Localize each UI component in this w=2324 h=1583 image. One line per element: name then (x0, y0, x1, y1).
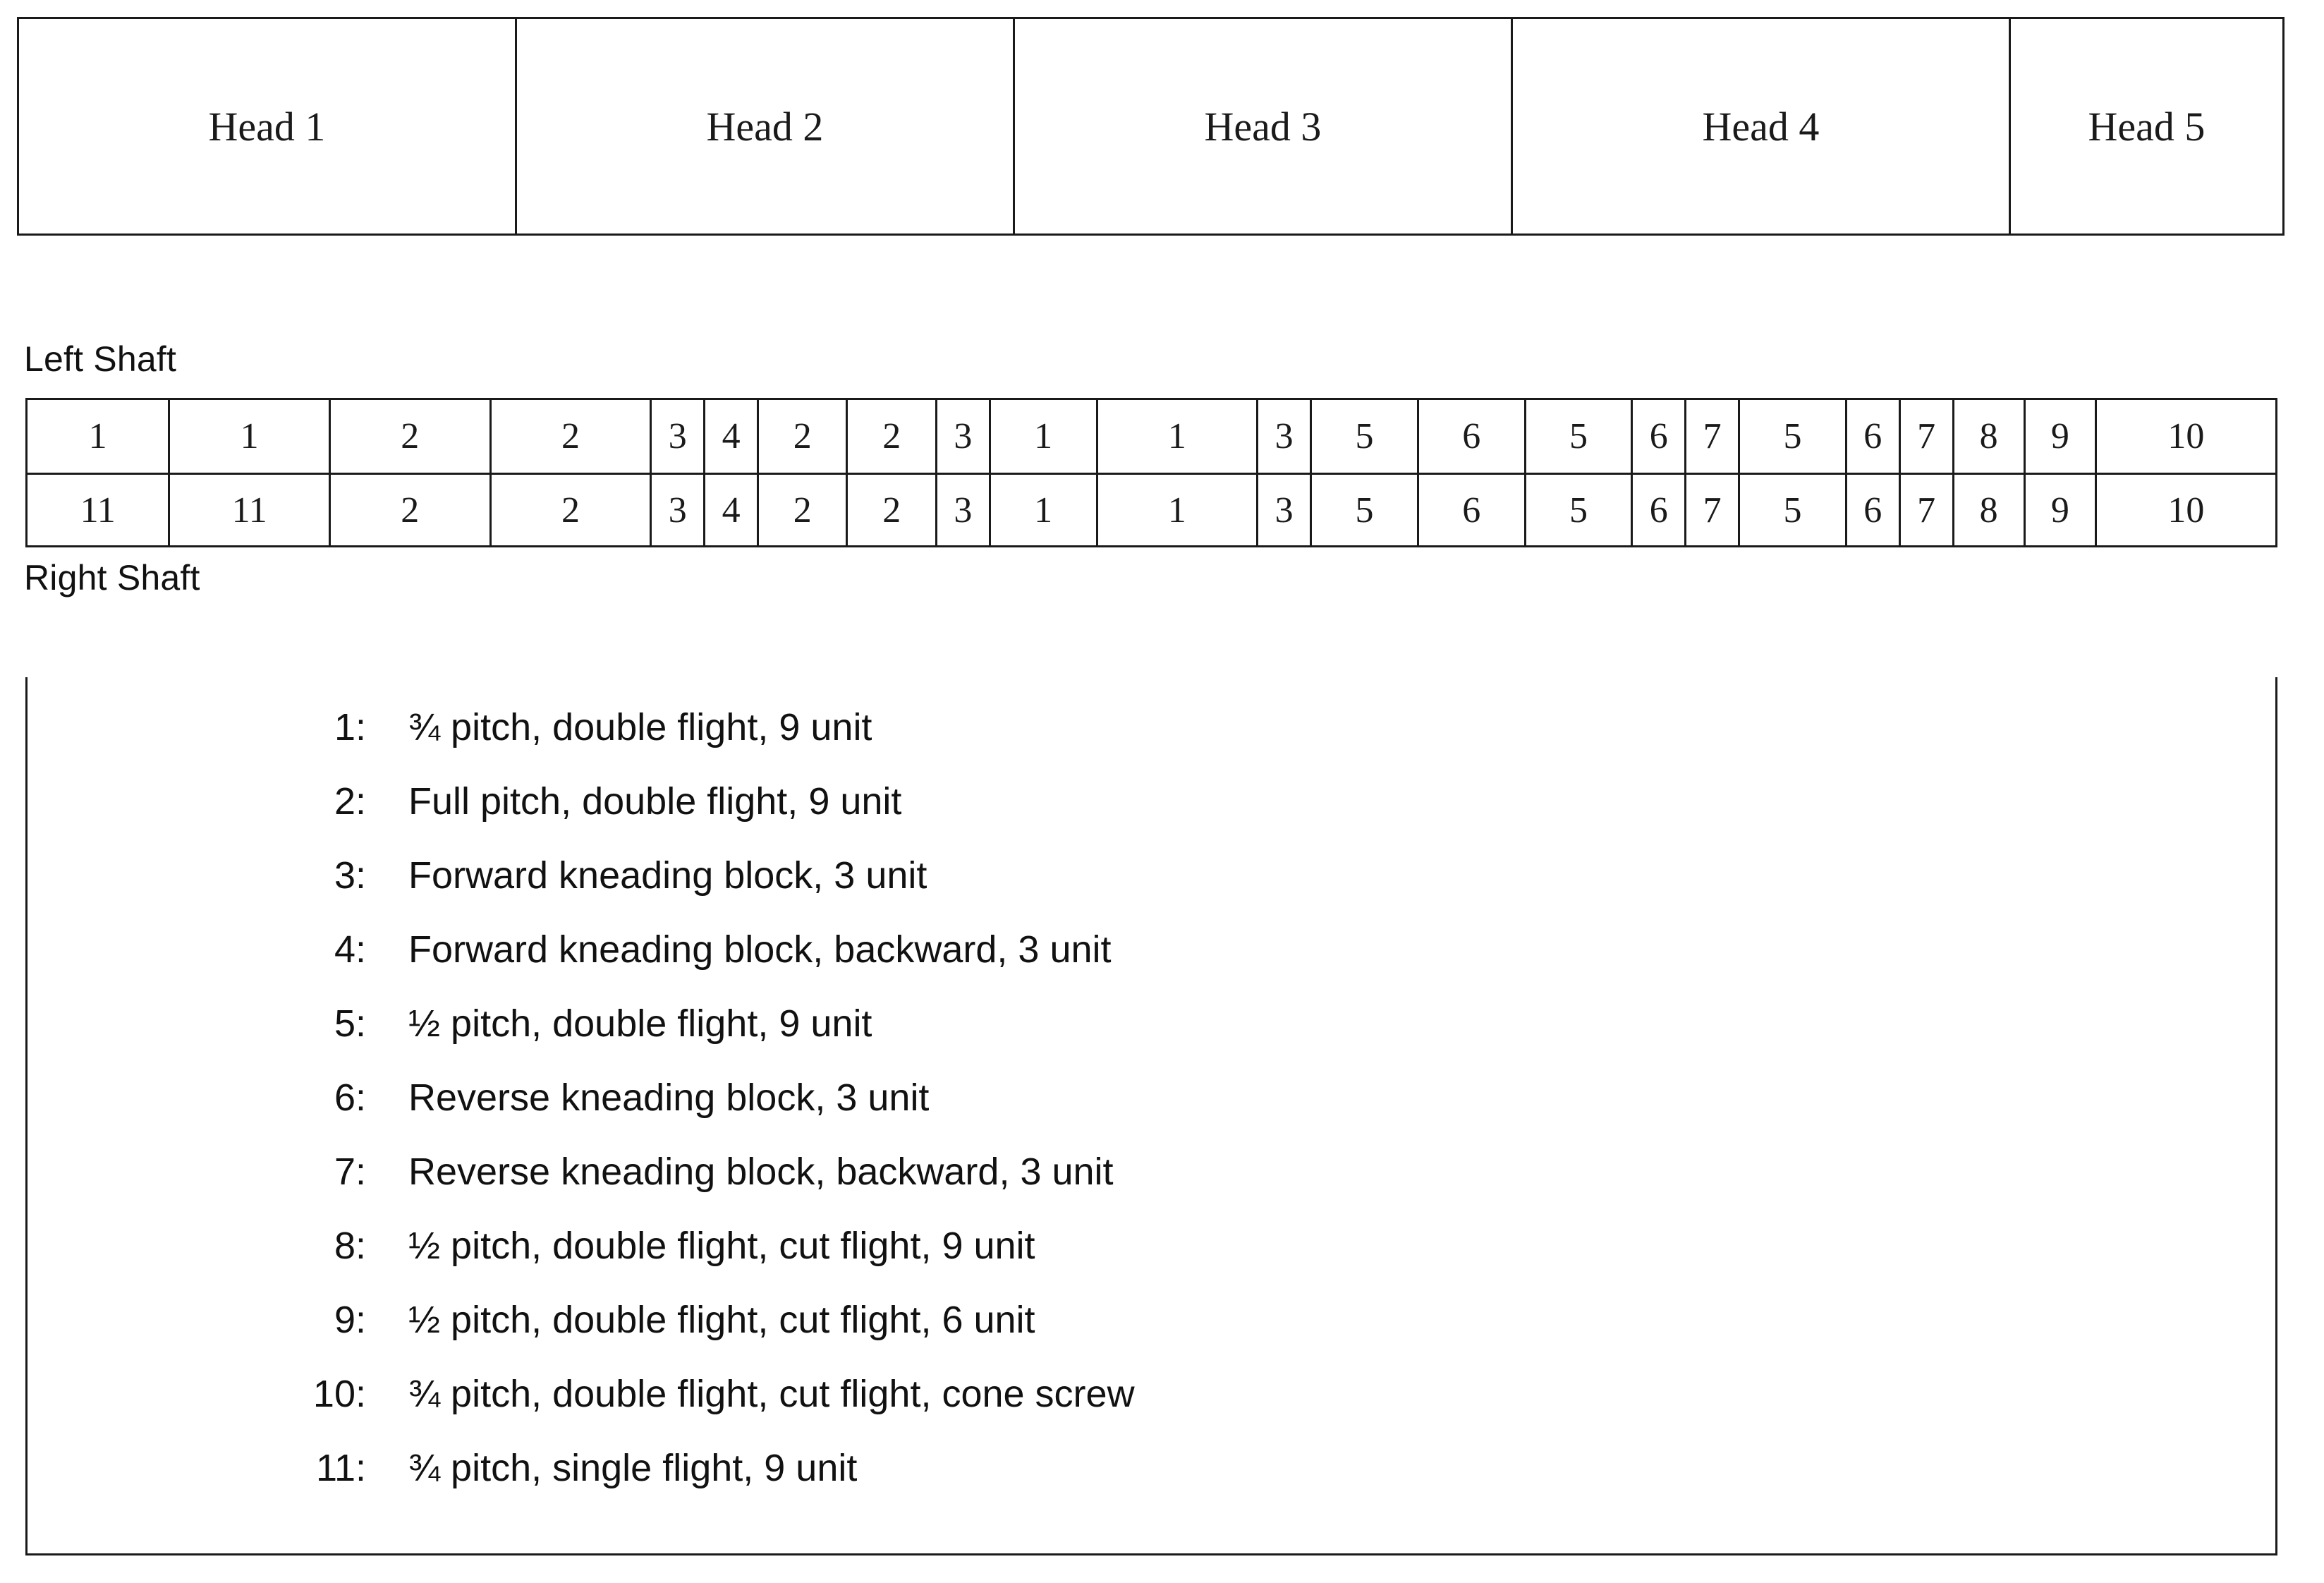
legend-item-number: 10: (312, 1373, 366, 1415)
shaft-segment: 3 (652, 475, 705, 545)
shaft-segment: 6 (1847, 475, 1901, 545)
legend-item-text: Forward kneading block, backward, 3 unit (408, 928, 1112, 971)
shaft-segment: 7 (1686, 475, 1740, 545)
shaft-segment: 7 (1686, 400, 1740, 473)
shaft-segment: 10 (2167, 416, 2205, 456)
legend-item-text: ¾ pitch, double flight, 9 unit (408, 706, 872, 748)
shaft-segment: 3 (1258, 475, 1312, 545)
legend-item-number: 6: (334, 1076, 366, 1119)
legend-item-text: ½ pitch, double flight, cut flight, 9 unit (408, 1225, 1035, 1267)
legend-box (25, 677, 2277, 1555)
shaft-segment: 1 (28, 400, 170, 473)
legend-item-text: ½ pitch, double flight, 9 unit (408, 1002, 872, 1045)
legend-item-text: Full pitch, double flight, 9 unit (408, 780, 902, 823)
left-shaft-screw-configuration (25, 398, 2277, 473)
shaft-segment: 2 (848, 475, 937, 545)
head-cell: Head 3 (1015, 19, 1513, 233)
shaft-segment: 11 (28, 475, 170, 545)
head-cell: Head 4 (1513, 19, 2011, 233)
shaft-segment: 5 (1312, 475, 1419, 545)
shaft-segment: 1 (1098, 475, 1259, 545)
shaft-segment: 1 (991, 400, 1098, 473)
legend-item (260, 1298, 2165, 1372)
legend-item-number: 8: (334, 1225, 366, 1267)
legend-item (260, 854, 2165, 928)
legend-item-text: ½ pitch, double flight, cut flight, 6 unit (408, 1299, 1035, 1341)
legend-item-number: 2: (334, 780, 366, 823)
shaft-segment: 5 (1526, 400, 1634, 473)
shaft-segment: 7 (1901, 400, 1954, 473)
legend-item (260, 928, 2165, 1002)
legend-item-number: 9: (334, 1299, 366, 1341)
legend-item-text: ¾ pitch, double flight, cut flight, cone screw (408, 1373, 1135, 1415)
legend-item-text: Reverse kneading block, 3 unit (408, 1076, 930, 1119)
legend-item-number: 1: (334, 706, 366, 748)
legend-item-number: 7: (334, 1151, 366, 1193)
shaft-segment: 2 (331, 400, 492, 473)
head-cell: Head 2 (517, 19, 1015, 233)
legend-item-text: Reverse kneading block, backward, 3 unit (408, 1151, 1114, 1193)
legend-item (260, 1150, 2165, 1224)
shaft-segment: 2 (759, 400, 848, 473)
shaft-segment: 2 (848, 400, 937, 473)
legend-item-text: Forward kneading block, 3 unit (408, 854, 927, 897)
shaft-segment: 6 (1419, 400, 1526, 473)
shaft-segment: 9 (2026, 400, 2097, 473)
shaft-segment: 5 (1312, 400, 1419, 473)
shaft-segment: 9 (2026, 475, 2097, 545)
right-shaft-label: Right Shaft (24, 558, 200, 598)
shaft-segment: 7 (1901, 475, 1954, 545)
shaft-segment: 4 (705, 475, 759, 545)
legend-item (260, 1224, 2165, 1298)
legend-item (260, 780, 2165, 854)
legend-item (260, 1002, 2165, 1076)
shaft-segment: 11 (170, 475, 331, 545)
shaft-segment: 6 (1847, 400, 1901, 473)
shaft-segment: 1 (1098, 400, 1259, 473)
legend-item-text: ¾ pitch, single flight, 9 unit (408, 1447, 858, 1489)
shaft-segment: 8 (1954, 400, 2026, 473)
shaft-segment: 3 (937, 400, 991, 473)
legend-item (260, 1446, 2165, 1520)
legend-item-number: 5: (334, 1002, 366, 1045)
legend-list (260, 705, 2165, 1520)
legend-item (260, 1076, 2165, 1150)
shaft-segment: 1 (991, 475, 1098, 545)
shaft-segment: 2 (759, 475, 848, 545)
legend-item-number: 11: (315, 1447, 366, 1489)
shaft-segment: 5 (1526, 475, 1634, 545)
left-shaft-label: Left Shaft (24, 339, 177, 379)
shaft-segment: 6 (1633, 400, 1686, 473)
legend-item (260, 705, 2165, 780)
shaft-segment: 6 (1419, 475, 1526, 545)
shaft-segment: 4 (705, 400, 759, 473)
shaft-segment: 5 (1740, 475, 1847, 545)
legend-item-number: 3: (334, 854, 366, 897)
head-cell: Head 1 (19, 19, 517, 233)
head-table (17, 17, 2285, 236)
right-shaft-screw-configuration (25, 473, 2277, 547)
shaft-segment: 1 (170, 400, 331, 473)
shaft-segment: 2 (492, 400, 652, 473)
shaft-segment: 3 (1258, 400, 1312, 473)
head-cell: Head 5 (2088, 103, 2206, 150)
shaft-segment: 10 (2167, 490, 2205, 530)
shaft-segment: 5 (1740, 400, 1847, 473)
legend-item (260, 1372, 2165, 1446)
shaft-segment: 8 (1954, 475, 2026, 545)
shaft-segment: 2 (492, 475, 652, 545)
legend-item-number: 4: (334, 928, 366, 971)
shaft-segment: 3 (652, 400, 705, 473)
shaft-segment: 6 (1633, 475, 1686, 545)
shaft-segment: 3 (937, 475, 991, 545)
shaft-segment: 2 (331, 475, 492, 545)
